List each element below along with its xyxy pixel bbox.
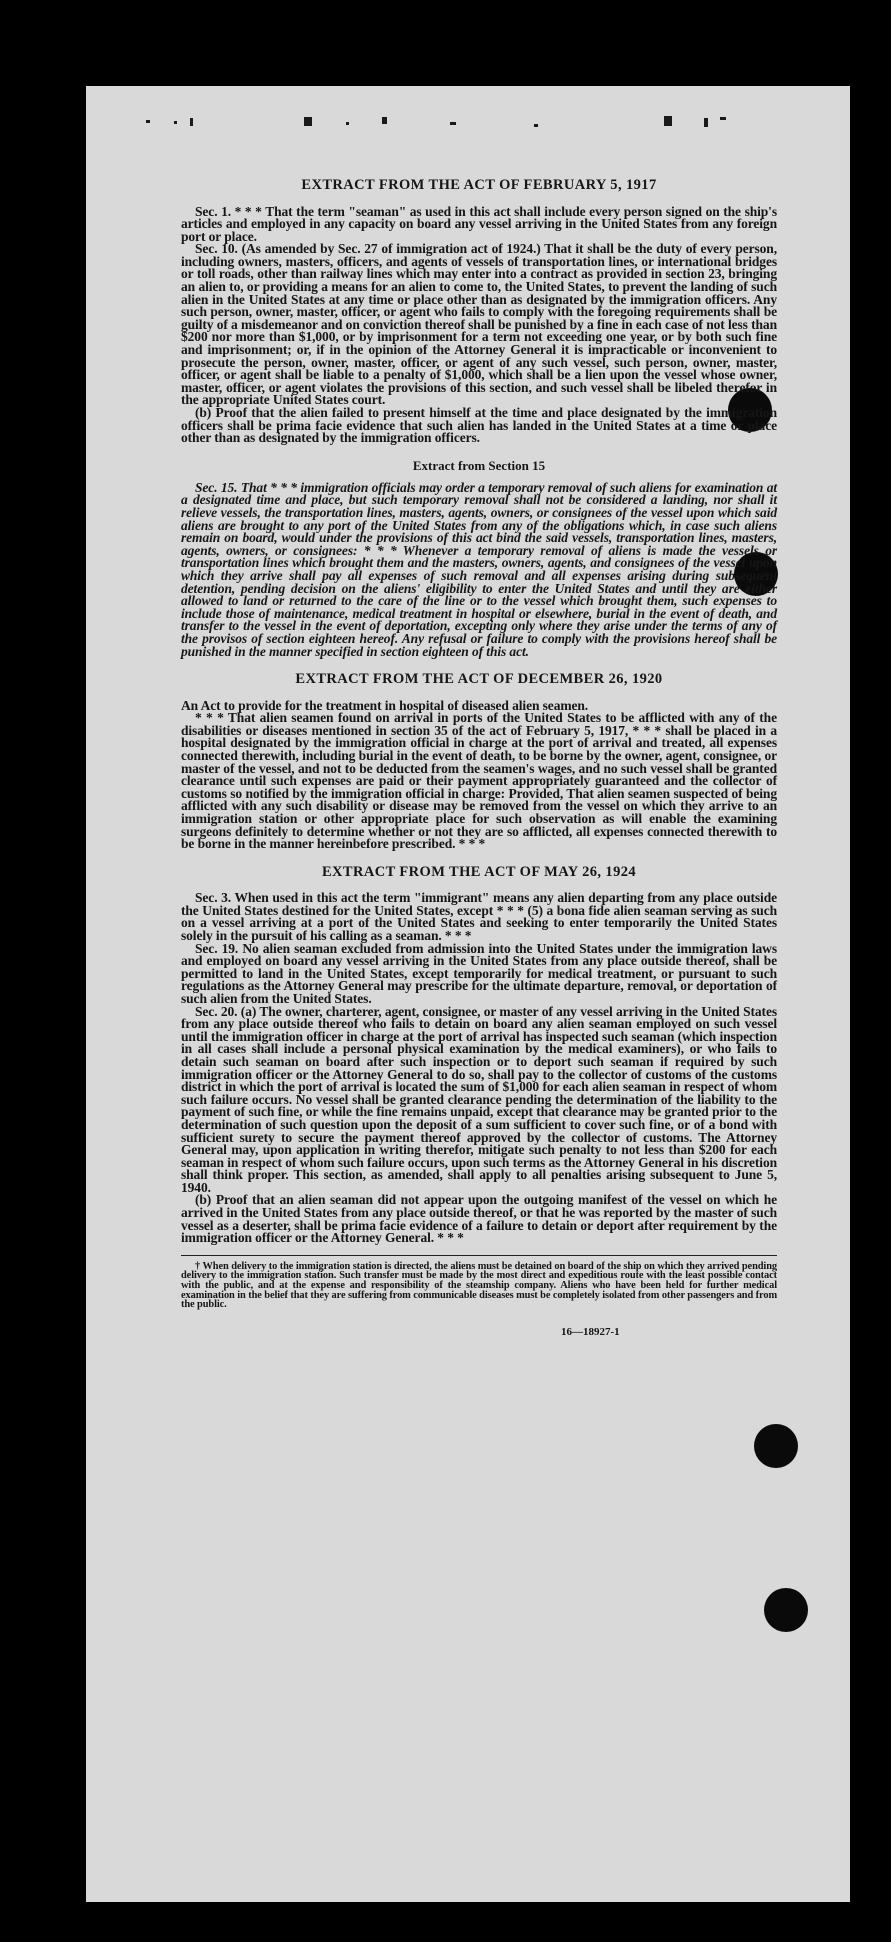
sec-10-text: Sec. 10. (As amended by Sec. 27 of immigration act of 1924.) That it shall be the duty of every person, including owners, masters, officers, and agents of vessels of transportation lines, or international bridges or toll roads, other than railway lines which may enter into a contract as provided in section 23, bringing an alien to, or providing a means for an alien to come to, the United States, to prevent the landing of such alien in the United States at any time or place other than as designated by the immigration officers. Any such person, owner, master, officer, or agent who fails to comply with the foregoing requirements shall be guilty of a misdemeanor and on conviction thereof shall be punished by a fine in each case of not less than $200 nor more than $1,000, or by imprisonment for a term not exceeding one year, or by both such fine and imprisonment; or, if in the opinion of the Attorney General it is impracticable or inconvenient to prosecute the person, owner, master, officer, or agent of any such vessel, such person, owner, master, officer, or agent shall be liable to a penalty of $1,000, which shall be a lien upon the vessel whose owner, master, officer, or agent violates the provisions of this section, and such vessel shall be libeled therefor in the appropriate United States court. [181,241,777,408]
form-number: 16—18927-1 [561,1325,620,1338]
punch-hole [754,1424,798,1468]
heading-act-1917: EXTRACT FROM THE ACT OF FEBRUARY 5, 1917 [301,177,657,193]
sec-10b-text: (b) Proof that the alien failed to present himself at the time and place designated by the immigration officers shall be prima facie evidence that such alien has landed in the United States at a time or place other than as designated by the immigration officers. [181,405,777,446]
document-page [86,86,850,1902]
sec-19-text: Sec. 19. No alien seaman excluded from admission into the United States under the immigration laws and employed on board any vessel arriving in the United States from any place outside thereof, shall be permitted to land in the United States, except temporarily for medical treatment, or pursuant to such regulations as the Attorney General may prescribe for the ultimate departure, removal, or deportation of such alien from the United States. [181,940,777,1006]
document-body [181,178,777,1338]
punch-hole [764,1588,808,1632]
heading-act-1924: EXTRACT FROM THE ACT OF MAY 26, 1924 [321,863,637,880]
footnote-text: † When delivery to the immigration station is directed, the aliens must be detained on board of the ship on which they arrived pending delivery to the immigration station. Such transfer must be made by the most direct and expeditious route with the least possible contact with the public, and at the expense and responsibility of the steamship company. Aliens who have been held for further medical examination in the belief that they are suffering from communicable diseases must be completely isolated from other passengers and from the public. [181,1260,777,1311]
sec-1-text: Sec. 1. * * * That the term "seaman" as used in this act shall include every person signed on the ship's articles and employed in any capacity on board any vessel arriving in the United States from any foreign port or place. [181,203,777,244]
heading-act-1920: EXTRACT FROM THE ACT OF DECEMBER 26, 1920 [295,671,663,688]
footnote-divider [181,1255,777,1256]
sec-3-text: Sec. 3. When used in this act the term "immigrant" means any alien departing from any place outside the United States destined for the United States, except * * * (5) a bona fide alien seaman serving as such on a vessel arriving at a port of the United States and seeking to enter temporarily the United States solely in the pursuit of his calling as a seaman. * * * [181,890,777,943]
sec-20b-text: (b) Proof that an alien seaman did not appear upon the outgoing manifest of the vessel on which he arrived in the United States from any place outside thereof, or that he was reported by the master of such vessel as a deserter, shall be prima facie evidence of a failure to detain or deport after requirement by the immigration officer or the Attorney General. * * * [181,1192,777,1246]
sec-20a-text: Sec. 20. (a) The owner, charterer, agent, consignee, or master of any vessel arriving in the United States from any place outside thereof who fails to detain on board any alien seaman employed on such vessel until the immigration officer in charge at the port of arrival has inspected such seaman (which inspection in all cases shall include a personal physical examination by the medical examiners), or who fails to detain such seaman on board after such inspection or to deport such seaman if required by such immigration officer or the Attorney General to do so, shall pay to the collector of customs of the customs district in which the port of arrival is located the sum of $1,000 for each alien seaman in respect of whom such failure occurs. No vessel shall be granted clearance pending the determination of the liability to the payment of such fine, or while the fine remains unpaid, except that clearance may be granted prior to the determination of such question upon the deposit of a sum sufficient to cover such fine, or of a bond with sufficient surety to secure the payment thereof approved by the collector of customs. The Attorney General may, upon application in writing therefor, mitigate such penalty to not less than $200 for each seaman in respect of whom such failure occurs, upon such terms as the Attorney General in his discretion shall think proper. This section, as amended, shall apply to all penalties arising subsequent to June 5, 1940. [181,1003,777,1195]
act-1920-text: * * * That alien seamen found on arrival in ports of the United States to be afflicted with any of the disabilities or diseases mentioned in section 35 of the act of February 5, 1917, * * * shall be placed in a hospital designated by the immigration official in charge at the port of arrival and treated, all expenses connected therewith, including burial in the event of death, to be borne by the owner, agent, consignee, or master of the vessel, and not to be deducted from the seamen's wages, and no such vessel shall be granted clearance until such expenses are paid or their payment appropriately guaranteed and the collector of customs so notified by the immigration official in charge: Provided, That alien seamen suspected of being afflicted with any such disability or disease may be removed from the vessel on which they arrive to an immigration station or other appropriate place for such observation as will enable the examining surgeons definitely to determine whether or not they are so afflicted, all expenses connected therewith to be borne in the manner hereinbefore prescribed. * * * [181,710,777,852]
sec-15-text: Sec. 15. That * * * immigration officials may order a temporary removal of such aliens for examination at a designated time and place, but such temporary removal shall not be considered a landing, nor shall it relieve vessels, the transportation lines, masters, agents, owners, or consignees of the vessel upon which said aliens are brought to any port of the United States from any of the obligations which, in case such aliens remain on board, would under the provisions of this act bind the said vessels, transportation lines, masters, agents, owners, or consignees: * * * Whenever a temporary removal of aliens is made the vessels or transportation lines which brought them and the masters, owners, agents, and consignees of the vessel upon which they arrive shall pay all expenses of such removal and all expenses arising during subsequent detention, pending decision on the aliens' eligibility to enter the United States and until they are either allowed to land or returned to the care of the line or to the vessel which brought them, such expenses to include those of maintenance, medical treatment in hospital or elsewhere, burial in the event of death, and transfer to the vessel in the event of deportation, excepting only where they arise under the terms of any of the provisos of section eighteen hereof. Any refusal or failure to comply with the provisions hereof shall be punished in the manner specified in section eighteen of this act. [181,479,777,659]
heading-section-15: Extract from Section 15 [412,457,546,473]
act-1920-title: An Act to provide for the treatment in hospital of diseased alien seamen. [181,697,589,713]
scan-specks [146,114,836,134]
